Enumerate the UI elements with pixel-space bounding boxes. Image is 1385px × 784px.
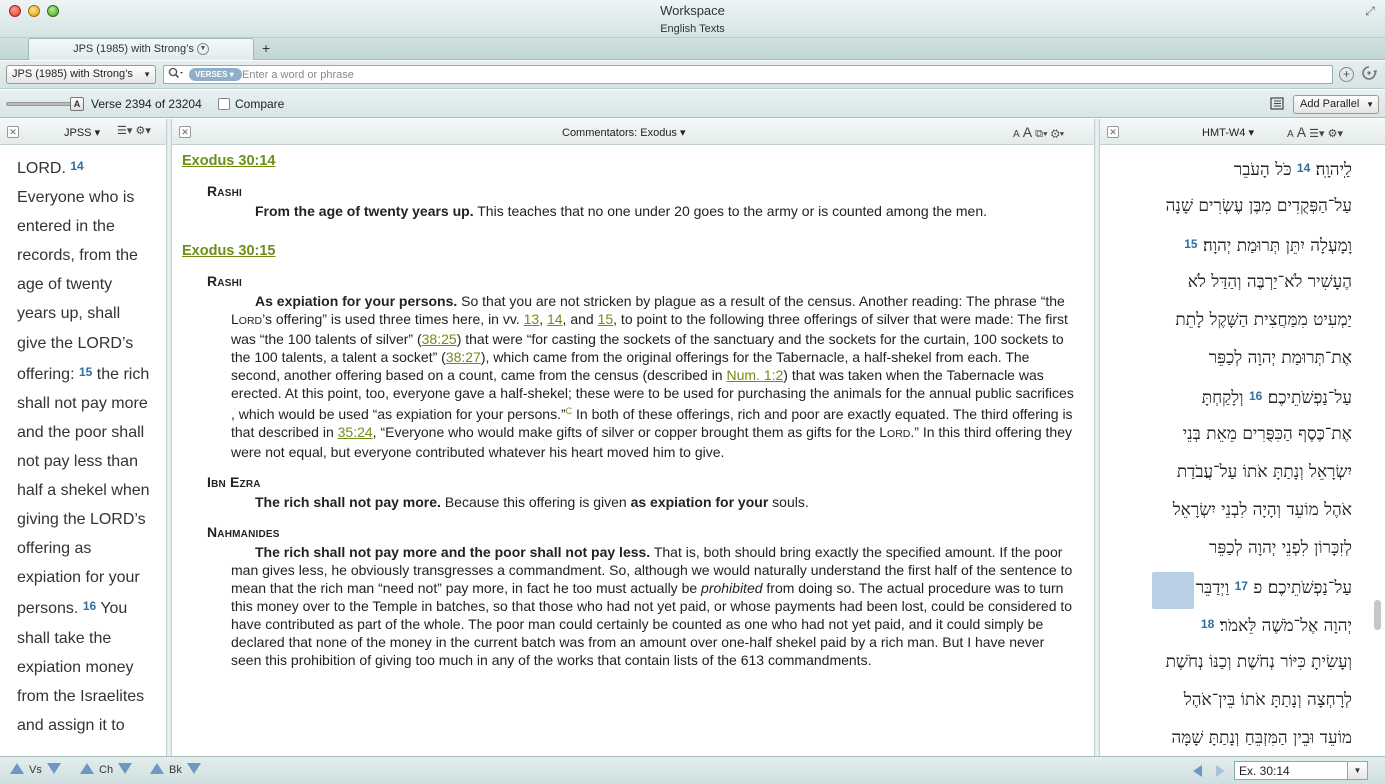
verse-number[interactable]: 14: [1296, 161, 1311, 175]
sync-icon[interactable]: [1360, 65, 1378, 85]
commentary-pane-title[interactable]: Commentators: Exodus ▾: [562, 127, 686, 139]
next-verse-button[interactable]: [47, 763, 61, 774]
hebrew-words: וָמָעְלָה יִתֵּן תְּרוּמַת יְהוָה׃: [1197, 236, 1352, 256]
hebrew-line: [1108, 605, 1352, 643]
verse-number[interactable]: 16: [82, 599, 97, 614]
hebrew-words: הֶעָשִׁיר לֹא־יַרְבֶּה וְהַדַּל לֹא: [1187, 272, 1352, 292]
version-select-label: JPS (1985) with Strong’s: [12, 68, 133, 80]
cross-reference-link[interactable]: 14: [546, 311, 563, 327]
comment-text: [231, 202, 1076, 220]
compare-label[interactable]: Compare: [235, 97, 285, 111]
previous-chapter-button[interactable]: [80, 763, 94, 774]
bookmark-list-icon[interactable]: ☰▾: [117, 125, 133, 137]
verse-slider-thumb[interactable]: A: [70, 97, 84, 111]
comment-run: ’s offering” is used three times here, in vv.: [262, 311, 524, 327]
comment-run: .” In this third offering they were not equal, but everyone contributed whatever his heart moved him to give.: [231, 424, 1072, 460]
small-caps-text: ORD: [238, 315, 263, 327]
comment-run: , “Everyone who would make gifts of silver or copper brought them as gifts for the L: [372, 424, 888, 440]
compare-checkbox[interactable]: [218, 98, 230, 110]
font-larger-button[interactable]: A: [1296, 124, 1307, 140]
add-icon[interactable]: +: [1339, 67, 1354, 82]
verse-toolbar: [0, 90, 1385, 118]
chevron-down-icon[interactable]: ▼: [1348, 761, 1368, 780]
verse-number[interactable]: 15: [78, 364, 93, 379]
comment-lemma: The rich shall not pay more and the poor shall not pay less.: [255, 544, 651, 560]
close-icon[interactable]: ✕: [1107, 126, 1119, 138]
comment-lemma: As expiation for your persons.: [255, 293, 458, 309]
comment-lemma: The rich shall not pay more.: [255, 494, 441, 510]
close-icon[interactable]: ✕: [179, 126, 191, 138]
hebrew-line: [1108, 681, 1352, 719]
commentator-name: Nahmanides: [207, 524, 280, 540]
hebrew-words: עַל־נַפְשֹׁתֵיכֶם׃: [1262, 388, 1352, 408]
bookmark-list-icon[interactable]: ☰▾: [1309, 128, 1325, 140]
comment-run: ,: [539, 311, 547, 327]
selected-word-highlight: [1152, 572, 1194, 609]
gear-icon[interactable]: ⚙▾: [135, 125, 151, 137]
left-pane-header: [0, 119, 166, 145]
hebrew-line: [1108, 719, 1352, 756]
add-parallel-button[interactable]: [1293, 95, 1379, 114]
chapter-nav-label: Ch: [99, 764, 114, 776]
verse-text: the rich shall not pay more and the poor shall not pay less than half a shekel when giving the LORD’s offering as expiation for your persons.: [17, 365, 150, 618]
comment-run: Because this offering is given: [440, 494, 631, 510]
verse-count: Verse 2394 of 23204: [91, 97, 202, 111]
verse-number[interactable]: 14: [70, 159, 84, 173]
hebrew-line: [1108, 187, 1352, 225]
verse-text: You shall take the expiation money from the Israelites and assign it to: [17, 600, 145, 734]
left-pane-title[interactable]: JPSS ▾: [64, 127, 101, 139]
comment-run: , to point to the following three offerings of silver that were made: The first was “the 100 talents of silver” (: [231, 311, 1068, 347]
commentary-pane: [172, 119, 1094, 756]
left-pane-tools: [117, 124, 151, 137]
hebrew-line: [1108, 263, 1352, 301]
hebrew-words: אֹהֶל מוֹעֵד וְהָיָה לִבְנֵי יִשְׂרָאֵל: [1172, 500, 1352, 520]
fullscreen-icon[interactable]: ⤢: [1365, 4, 1375, 18]
verse-number[interactable]: 15: [1184, 237, 1198, 251]
window-title: Workspace: [660, 3, 725, 18]
comment-run: souls.: [768, 494, 809, 510]
commentator-name: Rashi: [207, 273, 243, 289]
window-subtitle: English Texts: [660, 23, 725, 35]
font-smaller-button[interactable]: A: [1013, 129, 1020, 140]
hebrew-pane-tools: [1287, 124, 1343, 140]
verse-text: LORD.: [17, 160, 71, 177]
cross-reference-link[interactable]: 13: [523, 311, 540, 327]
hebrew-line: [1108, 491, 1352, 529]
verse-number[interactable]: 16: [1248, 389, 1263, 403]
add-tab-button[interactable]: +: [262, 40, 271, 56]
hebrew-line: [1108, 567, 1352, 605]
hebrew-pane-title-label: HMT-W4: [1202, 127, 1246, 139]
hebrew-pane: [1100, 119, 1385, 756]
hebrew-words: וַיְדַבֵּר: [1195, 578, 1235, 598]
left-pane-title-label: JPSS: [64, 127, 92, 139]
history-back-button[interactable]: [1193, 765, 1202, 777]
hebrew-line: [1108, 377, 1352, 415]
comment-spacer: [182, 511, 1082, 523]
verse-heading-link[interactable]: Exodus 30:14: [182, 153, 276, 169]
title-bar: [0, 0, 1385, 38]
book-nav: [150, 763, 201, 776]
hebrew-line: [1108, 339, 1352, 377]
small-caps-text: ORD: [887, 428, 911, 440]
hebrew-words: לְרָחְצָה וְנָתַתָּ אֹתוֹ בֵּין־אֹהֶל: [1183, 690, 1352, 710]
cross-reference-link[interactable]: 15: [597, 311, 614, 327]
hebrew-line: [1108, 301, 1352, 339]
tab-label: JPS (1985) with Strong’s: [73, 43, 194, 55]
hebrew-words: אֶת־כֶּסֶף הַכִּפֻּרִים מֵאֵת בְּנֵי: [1182, 424, 1352, 444]
hebrew-words: וְלָקַחְתָּ: [1201, 388, 1249, 408]
verse-number[interactable]: 18: [1200, 617, 1215, 631]
hebrew-line: [1108, 415, 1352, 453]
font-smaller-button[interactable]: A: [1287, 129, 1294, 140]
verse-text: Everyone who is entered in the records, from the age of twenty years up, shall give the LORD’s offering:: [17, 189, 138, 383]
gear-icon[interactable]: ⚙▾: [1327, 128, 1343, 140]
comment-run: from doing so. The actual procedure was to turn this money over to the Temple in batches, so that those who had not yet paid, or whose payments had been lost, could be considered to have contributed as part of the whole. The poor man could certainly be counted as one who had not yet paid, and it could simply be declared that none of the money in the current batch was from an amount over one-half shekel paid by a rich man. But I have never seen this prohibition of giving too much in any of the works that contain lists of the 613 commandments.: [231, 580, 1073, 668]
search-input[interactable]: [242, 67, 1322, 82]
comment-run: That is, both should bring exactly the specified amount. If the poor man gives less, he obviously transgresses a commandment. So, although we would naturally understand the first half of the sentence to mean that the rich man “need not” pay more, in fact he too must actually be: [231, 544, 1073, 596]
hebrew-line: [1108, 225, 1352, 263]
chevron-down-icon[interactable]: ▼: [197, 43, 209, 55]
cross-reference-link[interactable]: Num. 1:2: [726, 367, 784, 383]
comment-lemma: as expiation for your: [630, 494, 769, 510]
cross-reference-link[interactable]: 35:24: [337, 424, 373, 440]
close-icon[interactable]: ✕: [7, 126, 19, 138]
commentary-pane-title-label: Commentators: Exodus: [562, 127, 677, 139]
version-select[interactable]: [6, 65, 156, 84]
commentary-pane-tools: [1013, 124, 1064, 141]
hebrew-line: [1108, 643, 1352, 681]
scrollbar-thumb[interactable]: [1374, 600, 1381, 630]
comment-run: This teaches that no one under 20 goes to the army or is counted among the men.: [473, 203, 988, 219]
chevron-down-icon: ▼: [143, 70, 151, 79]
previous-book-button[interactable]: [150, 763, 164, 774]
comment-run: ) that was taken when the Tabernacle was erected. At this point, too, everyone gave a half-shekel; these were to be used for purchasing the animals for the annual public sacrifices , which would be used “as expiation for your persons.”: [231, 367, 1074, 422]
search-field[interactable]: [163, 65, 1333, 84]
reference-input[interactable]: [1234, 761, 1348, 780]
footnote-marker[interactable]: C: [565, 406, 573, 416]
search-bar: [0, 61, 1385, 89]
cross-reference-link[interactable]: 38:27: [445, 349, 481, 365]
next-chapter-button[interactable]: [118, 763, 132, 774]
hebrew-line: [1108, 149, 1352, 187]
hebrew-pane-title[interactable]: HMT-W4 ▾: [1202, 127, 1254, 139]
comment-lemma: From the age of twenty years up.: [255, 203, 474, 219]
commentary-content: [182, 152, 1082, 669]
hebrew-line: [1108, 529, 1352, 567]
section-spacer: [182, 220, 1082, 242]
hebrew-words: עַל־הַפְּקֻדִים מִבֶּן עֶשְׂרִים שָׁנָה: [1165, 196, 1352, 216]
hebrew-words: אֶת־תְּרוּמַת יְהוָה לְכַפֵּר: [1208, 348, 1352, 368]
hebrew-line: [1108, 453, 1352, 491]
hebrew-pane-header: [1100, 119, 1385, 145]
hebrew-words: כֹּל הָעֹבֵר: [1233, 160, 1297, 180]
book-nav-label: Bk: [169, 764, 182, 776]
hebrew-words: יַמְעִיט מִמַּחֲצִית הַשָּׁקֶל לָתֵת: [1175, 310, 1352, 330]
commentary-pane-header: [172, 119, 1094, 145]
comment-text: [231, 543, 1076, 669]
comment-run: ), which came from the original offerings for the Tabernacle, a half-shekel from each. The second, another offering based on a count, came from the census (described in: [231, 349, 1030, 383]
add-parallel-label: Add Parallel: [1300, 98, 1360, 110]
gear-icon[interactable]: ⚙▾: [1050, 128, 1065, 140]
hebrew-words: יִשְׂרָאֵל וְנָתַתָּ אֹתוֹ עַל־עֲבֹדַת: [1176, 462, 1352, 482]
previous-verse-button[interactable]: [10, 763, 24, 774]
hebrew-words: מוֹעֵד וּבֵין הַמִּזְבֵּחַ וְנָתַתָּ שָׁמָּה: [1171, 728, 1352, 748]
verse-number[interactable]: 17: [1234, 579, 1248, 593]
bible-text: [17, 152, 153, 740]
commentator-name: Rashi: [207, 183, 243, 199]
next-book-button[interactable]: [187, 763, 201, 774]
verse-nav: [10, 763, 61, 776]
history-forward-button[interactable]: [1216, 765, 1225, 777]
layout-icon[interactable]: [1270, 97, 1284, 113]
font-larger-button[interactable]: A: [1022, 124, 1033, 140]
tab-bar: [0, 38, 1385, 60]
comment-text: [231, 493, 1076, 511]
comment-text: [231, 292, 1076, 461]
verse-nav-label: Vs: [29, 764, 42, 776]
hebrew-words: יְהוָה אֶל־מֹשֶׁה לֵּאמֹר׃: [1214, 616, 1352, 636]
window-options-icon[interactable]: ⧉▾: [1035, 128, 1048, 140]
bottom-bar: [0, 756, 1385, 784]
chevron-down-icon: ▼: [1366, 100, 1374, 109]
cross-reference-link[interactable]: 38:25: [421, 331, 457, 347]
hebrew-words: וְעָשִׂיתָ כִּיּוֹר נְחֹשֶׁת וְכַנּוֹ נְחֹשֶׁת: [1165, 652, 1352, 672]
hebrew-text: [1108, 149, 1352, 756]
hebrew-words: לְזִכָּרוֹן לִפְנֵי יְהוָה לְכַפֵּר: [1209, 538, 1352, 558]
comment-run: ) that were “for casting the sockets of the sanctuary and the sockets for the curtain, 100 sockets to the 100 talents, a talent a socket” (: [231, 331, 1064, 365]
search-scope-pill[interactable]: VERSES ▾: [189, 68, 242, 81]
search-icon[interactable]: [168, 67, 184, 82]
tab-jps[interactable]: [28, 38, 254, 60]
comment-run: , and: [562, 311, 598, 327]
verse-slider[interactable]: [6, 102, 78, 106]
commentator-name: Ibn Ezra: [207, 474, 261, 490]
left-pane: [0, 119, 166, 756]
search-scope-label: VERSES: [195, 70, 228, 79]
comment-run: In both of these offerings, rich and poor are exactly equated. The third offering is that described in: [231, 406, 1073, 440]
hebrew-words: עַל־נַפְשֹׁתֵיכֶם׃ פ: [1247, 578, 1352, 598]
comment-spacer: [182, 461, 1082, 473]
verse-heading-link[interactable]: Exodus 30:15: [182, 243, 276, 259]
chapter-nav: [80, 763, 132, 776]
hebrew-words: לַֽיהוָֽה׃: [1310, 160, 1352, 180]
comment-run: So that you are not stricken by plague as a result of the census. Another reading: The phrase “the L: [231, 293, 1065, 327]
comment-emphasis: prohibited: [701, 580, 763, 596]
